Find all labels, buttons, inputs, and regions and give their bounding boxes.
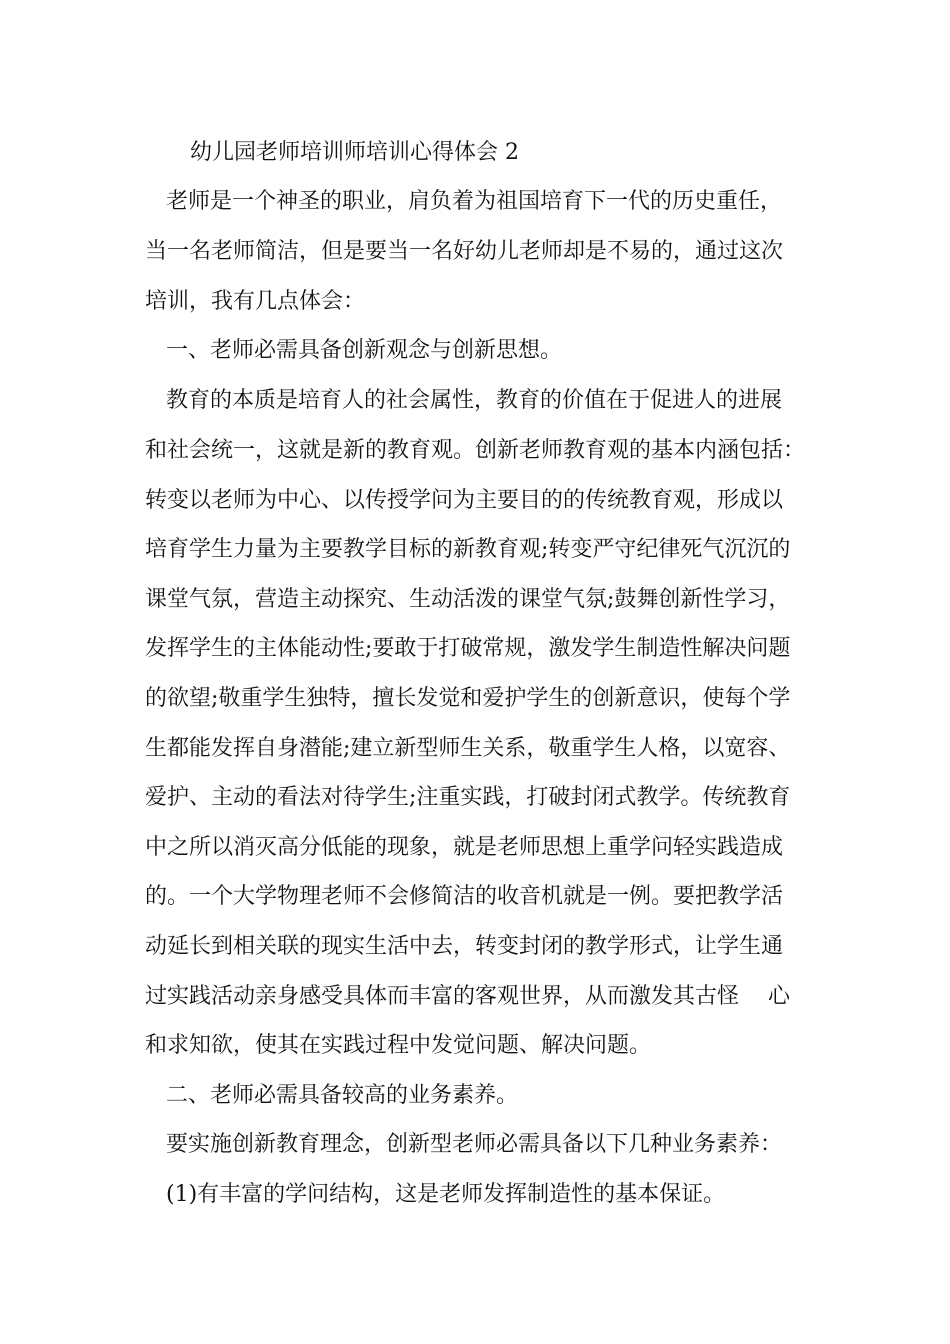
section-heading: 二、老师必需具备较高的业务素养。 [166, 1083, 519, 1108]
paragraph-line: 课堂气氛，营造主动探究、生动活泼的课堂气氛;鼓舞创新性学习， [145, 587, 791, 612]
paragraph-line: 培育学生力量为主要教学目标的新教育观;转变严守纪律死气沉沉的 [145, 537, 791, 562]
paragraph-line: 和社会统一，这就是新的教育观。创新老师教育观的基本内涵包括： [145, 438, 806, 463]
paragraph-line: 生都能发挥自身潜能;建立新型师生关系，敬重学生人格，以宽容、 [145, 736, 791, 761]
paragraph-line: 教育的本质是培育人的社会属性，教育的价值在于促进人的进展 [166, 388, 783, 413]
paragraph-line: 老师是一个神圣的职业，肩负着为祖国培育下一代的历史重任， [166, 189, 783, 214]
paragraph-line: 动延长到相关联的现实生活中去，转变封闭的教学形式，让学生通 [145, 934, 784, 959]
paragraph-line: 的欲望;敬重学生独特，擅长发觉和爱护学生的创新意识，使每个学 [145, 686, 791, 711]
paragraph-line: 当一名老师简洁，但是要当一名好幼儿老师却是不易的，通过这次 [145, 239, 784, 264]
document-title: 幼儿园老师培训师培训心得体会 2 [190, 140, 519, 165]
list-item: (1)有丰富的学问结构，这是老师发挥制造性的基本保证。 [166, 1182, 726, 1207]
paragraph-line: 和求知欲，使其在实践过程中发觉问题、解决问题。 [145, 1033, 652, 1058]
section-heading: 一、老师必需具备创新观念与创新思想。 [166, 338, 563, 363]
paragraph-line: 中之所以消灭高分低能的现象，就是老师思想上重学问轻实践造成 [145, 835, 784, 860]
paragraph-line: 转变以老师为中心、以传授学问为主要目的的传统教育观，形成以 [145, 488, 784, 513]
paragraph-line: 要实施创新教育理念，创新型老师必需具备以下几种业务素养： [166, 1132, 783, 1157]
paragraph-line: 过实践活动亲身感受具体而丰富的客观世界，从而激发其古怪 心 [145, 984, 790, 1009]
paragraph-line: 发挥学生的主体能动性;要敢于打破常规，激发学生制造性解决问题 [145, 636, 791, 661]
paragraph-line: 培训，我有几点体会： [145, 289, 366, 314]
paragraph-line: 的。一个大学物理老师不会修简洁的收音机就是一例。要把教学活 [145, 884, 784, 909]
paragraph-line: 爱护、主动的看法对待学生;注重实践，打破封闭式教学。传统教育 [145, 785, 791, 810]
